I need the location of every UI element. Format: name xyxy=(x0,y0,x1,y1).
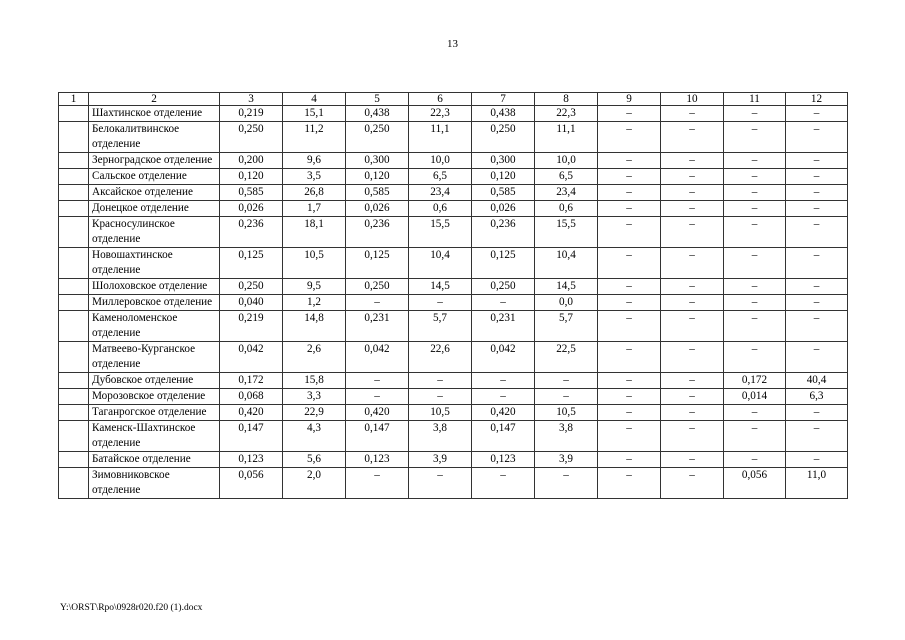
value-cell: 0,236 xyxy=(346,217,409,248)
value-cell: – xyxy=(786,311,848,342)
value-cell: – xyxy=(598,248,661,279)
value-cell: – xyxy=(598,169,661,185)
value-cell: 0,120 xyxy=(220,169,283,185)
empty-cell xyxy=(59,295,89,311)
column-number-cell: 10 xyxy=(661,93,724,106)
value-cell: 1,2 xyxy=(283,295,346,311)
table-row xyxy=(59,373,848,389)
value-cell: – xyxy=(786,153,848,169)
value-cell: 0,236 xyxy=(472,217,535,248)
value-cell: 0,120 xyxy=(472,169,535,185)
value-cell: 0,420 xyxy=(472,405,535,421)
value-cell: 15,5 xyxy=(409,217,472,248)
value-cell: – xyxy=(346,389,409,405)
value-cell: 0,250 xyxy=(472,122,535,153)
table-row xyxy=(59,405,848,421)
value-cell: 6,3 xyxy=(786,389,848,405)
value-cell: – xyxy=(661,389,724,405)
value-cell: – xyxy=(661,405,724,421)
empty-cell xyxy=(59,311,89,342)
value-cell: 9,6 xyxy=(283,153,346,169)
value-cell: 3,9 xyxy=(409,452,472,468)
value-cell: – xyxy=(598,217,661,248)
department-name-cell: Батайское отделение xyxy=(89,452,220,468)
value-cell: 0,172 xyxy=(220,373,283,389)
value-cell: 0,219 xyxy=(220,106,283,122)
value-cell: – xyxy=(724,342,786,373)
value-cell: – xyxy=(598,342,661,373)
department-name-cell: Таганрогское отделение xyxy=(89,405,220,421)
value-cell: 0,420 xyxy=(220,405,283,421)
value-cell: – xyxy=(661,311,724,342)
value-cell: 0,026 xyxy=(220,201,283,217)
value-cell: 10,5 xyxy=(283,248,346,279)
value-cell: 0,123 xyxy=(220,452,283,468)
value-cell: 1,7 xyxy=(283,201,346,217)
value-cell: – xyxy=(786,452,848,468)
value-cell: – xyxy=(661,452,724,468)
value-cell: 0,120 xyxy=(346,169,409,185)
value-cell: 5,6 xyxy=(283,452,346,468)
table-row xyxy=(59,452,848,468)
column-number-cell: 8 xyxy=(535,93,598,106)
value-cell: – xyxy=(346,468,409,499)
value-cell: 0,0 xyxy=(535,295,598,311)
value-cell: – xyxy=(661,468,724,499)
value-cell: 0,250 xyxy=(220,279,283,295)
empty-cell xyxy=(59,342,89,373)
value-cell: – xyxy=(598,295,661,311)
value-cell: – xyxy=(786,405,848,421)
value-cell: – xyxy=(724,279,786,295)
value-cell: – xyxy=(724,169,786,185)
value-cell: – xyxy=(346,373,409,389)
value-cell: – xyxy=(786,279,848,295)
value-cell: – xyxy=(535,389,598,405)
value-cell: 0,125 xyxy=(346,248,409,279)
table-row xyxy=(59,468,848,499)
value-cell: – xyxy=(661,373,724,389)
value-cell: 0,300 xyxy=(472,153,535,169)
value-cell: 40,4 xyxy=(786,373,848,389)
value-cell: 0,231 xyxy=(472,311,535,342)
value-cell: 15,5 xyxy=(535,217,598,248)
table-row xyxy=(59,311,848,342)
value-cell: – xyxy=(598,389,661,405)
department-name-cell: Каменоломенское отделение xyxy=(89,311,220,342)
department-name-cell: Дубовское отделение xyxy=(89,373,220,389)
value-cell: 11,1 xyxy=(409,122,472,153)
value-cell: 14,5 xyxy=(409,279,472,295)
value-cell: 15,8 xyxy=(283,373,346,389)
department-name-cell: Донецкое отделение xyxy=(89,201,220,217)
value-cell: – xyxy=(786,185,848,201)
value-cell: – xyxy=(786,201,848,217)
value-cell: 0,420 xyxy=(346,405,409,421)
table-row xyxy=(59,279,848,295)
value-cell: 10,0 xyxy=(535,153,598,169)
value-cell: 0,123 xyxy=(346,452,409,468)
empty-cell xyxy=(59,373,89,389)
value-cell: 0,042 xyxy=(220,342,283,373)
value-cell: 0,125 xyxy=(220,248,283,279)
value-cell: 10,5 xyxy=(535,405,598,421)
column-number-cell: 4 xyxy=(283,93,346,106)
value-cell: 3,9 xyxy=(535,452,598,468)
value-cell: 10,4 xyxy=(409,248,472,279)
value-cell: 0,250 xyxy=(346,122,409,153)
value-cell: 0,056 xyxy=(220,468,283,499)
department-name-cell: Белокалитвинское отделение xyxy=(89,122,220,153)
value-cell: 0,042 xyxy=(472,342,535,373)
value-cell: 0,438 xyxy=(346,106,409,122)
value-cell: 14,5 xyxy=(535,279,598,295)
value-cell: – xyxy=(598,153,661,169)
value-cell: 0,125 xyxy=(472,248,535,279)
value-cell: – xyxy=(724,421,786,452)
value-cell: – xyxy=(661,421,724,452)
value-cell: – xyxy=(786,421,848,452)
value-cell: – xyxy=(661,185,724,201)
value-cell: 23,4 xyxy=(535,185,598,201)
empty-cell xyxy=(59,169,89,185)
value-cell: – xyxy=(786,169,848,185)
column-number-cell: 1 xyxy=(59,93,89,106)
value-cell: 0,172 xyxy=(724,373,786,389)
value-cell: 23,4 xyxy=(409,185,472,201)
column-number-cell: 7 xyxy=(472,93,535,106)
value-cell: – xyxy=(724,311,786,342)
value-cell: – xyxy=(598,185,661,201)
value-cell: – xyxy=(724,452,786,468)
table-row xyxy=(59,389,848,405)
value-cell: – xyxy=(661,342,724,373)
department-name-cell: Аксайское отделение xyxy=(89,185,220,201)
value-cell: 3,5 xyxy=(283,169,346,185)
value-cell: – xyxy=(786,217,848,248)
value-cell: 0,147 xyxy=(346,421,409,452)
value-cell: 10,5 xyxy=(409,405,472,421)
department-name-cell: Зимовниковское отделение xyxy=(89,468,220,499)
empty-cell xyxy=(59,248,89,279)
empty-cell xyxy=(59,405,89,421)
value-cell: 0,585 xyxy=(472,185,535,201)
table-row xyxy=(59,122,848,153)
value-cell: – xyxy=(661,295,724,311)
value-cell: 0,056 xyxy=(724,468,786,499)
empty-cell xyxy=(59,201,89,217)
value-cell: – xyxy=(786,106,848,122)
value-cell: – xyxy=(535,468,598,499)
value-cell: – xyxy=(472,468,535,499)
value-cell: 9,5 xyxy=(283,279,346,295)
value-cell: – xyxy=(409,389,472,405)
table-row xyxy=(59,248,848,279)
value-cell: 0,585 xyxy=(346,185,409,201)
value-cell: – xyxy=(535,373,598,389)
value-cell: 0,200 xyxy=(220,153,283,169)
value-cell: 22,3 xyxy=(535,106,598,122)
table-row xyxy=(59,106,848,122)
value-cell: 22,5 xyxy=(535,342,598,373)
value-cell: 10,4 xyxy=(535,248,598,279)
value-cell: – xyxy=(598,421,661,452)
value-cell: 0,585 xyxy=(220,185,283,201)
value-cell: 0,438 xyxy=(472,106,535,122)
value-cell: 5,7 xyxy=(409,311,472,342)
value-cell: 15,1 xyxy=(283,106,346,122)
value-cell: – xyxy=(724,405,786,421)
data-table xyxy=(58,92,848,499)
department-name-cell: Красносулинское отделение xyxy=(89,217,220,248)
value-cell: 10,0 xyxy=(409,153,472,169)
value-cell: – xyxy=(472,295,535,311)
value-cell: – xyxy=(661,122,724,153)
value-cell: 2,6 xyxy=(283,342,346,373)
value-cell: 4,3 xyxy=(283,421,346,452)
value-cell: 6,5 xyxy=(409,169,472,185)
column-number-cell: 2 xyxy=(89,93,220,106)
value-cell: 3,3 xyxy=(283,389,346,405)
empty-cell xyxy=(59,389,89,405)
value-cell: – xyxy=(724,106,786,122)
empty-cell xyxy=(59,279,89,295)
value-cell: – xyxy=(598,279,661,295)
value-cell: 0,6 xyxy=(409,201,472,217)
empty-cell xyxy=(59,468,89,499)
value-cell: – xyxy=(598,201,661,217)
value-cell: – xyxy=(661,169,724,185)
value-cell: 0,250 xyxy=(220,122,283,153)
value-cell: 0,236 xyxy=(220,217,283,248)
value-cell: – xyxy=(661,217,724,248)
department-name-cell: Зерноградское отделение xyxy=(89,153,220,169)
value-cell: 11,1 xyxy=(535,122,598,153)
value-cell: – xyxy=(472,389,535,405)
value-cell: 26,8 xyxy=(283,185,346,201)
value-cell: 0,250 xyxy=(346,279,409,295)
header-row xyxy=(59,93,848,106)
department-name-cell: Новошахтинское отделение xyxy=(89,248,220,279)
department-name-cell: Морозовское отделение xyxy=(89,389,220,405)
empty-cell xyxy=(59,106,89,122)
value-cell: – xyxy=(598,373,661,389)
value-cell: – xyxy=(346,295,409,311)
value-cell: – xyxy=(598,106,661,122)
department-name-cell: Матвеево-Курганское отделение xyxy=(89,342,220,373)
table-row xyxy=(59,201,848,217)
value-cell: 0,040 xyxy=(220,295,283,311)
value-cell: 3,8 xyxy=(409,421,472,452)
value-cell: – xyxy=(598,405,661,421)
value-cell: 0,219 xyxy=(220,311,283,342)
value-cell: 0,231 xyxy=(346,311,409,342)
table-row xyxy=(59,295,848,311)
empty-cell xyxy=(59,153,89,169)
value-cell: – xyxy=(661,106,724,122)
department-name-cell: Шолоховское отделение xyxy=(89,279,220,295)
value-cell: – xyxy=(598,468,661,499)
value-cell: – xyxy=(724,248,786,279)
value-cell: 22,6 xyxy=(409,342,472,373)
file-path-footer: Y:\ORST\Rpo\0928r020.f20 (1).docx xyxy=(60,603,203,613)
value-cell: 0,014 xyxy=(724,389,786,405)
column-number-cell: 3 xyxy=(220,93,283,106)
table-row xyxy=(59,185,848,201)
value-cell: – xyxy=(409,468,472,499)
value-cell: 2,0 xyxy=(283,468,346,499)
empty-cell xyxy=(59,452,89,468)
value-cell: – xyxy=(786,122,848,153)
value-cell: – xyxy=(409,373,472,389)
column-number-cell: 5 xyxy=(346,93,409,106)
value-cell: 0,6 xyxy=(535,201,598,217)
value-cell: – xyxy=(724,201,786,217)
value-cell: 0,123 xyxy=(472,452,535,468)
empty-cell xyxy=(59,217,89,248)
value-cell: – xyxy=(472,373,535,389)
table-row xyxy=(59,421,848,452)
value-cell: 3,8 xyxy=(535,421,598,452)
table-row xyxy=(59,169,848,185)
value-cell: – xyxy=(661,153,724,169)
value-cell: 11,2 xyxy=(283,122,346,153)
value-cell: – xyxy=(786,295,848,311)
value-cell: – xyxy=(598,311,661,342)
value-cell: – xyxy=(724,295,786,311)
value-cell: 22,9 xyxy=(283,405,346,421)
value-cell: 0,026 xyxy=(346,201,409,217)
value-cell: – xyxy=(724,217,786,248)
value-cell: 22,3 xyxy=(409,106,472,122)
value-cell: – xyxy=(786,342,848,373)
department-name-cell: Каменск-Шахтинское отделение xyxy=(89,421,220,452)
value-cell: – xyxy=(786,248,848,279)
table-row xyxy=(59,217,848,248)
column-number-cell: 12 xyxy=(786,93,848,106)
empty-cell xyxy=(59,122,89,153)
page-number: 13 xyxy=(447,38,458,50)
department-name-cell: Миллеровское отделение xyxy=(89,295,220,311)
column-number-cell: 9 xyxy=(598,93,661,106)
value-cell: 0,026 xyxy=(472,201,535,217)
empty-cell xyxy=(59,421,89,452)
value-cell: – xyxy=(409,295,472,311)
value-cell: 18,1 xyxy=(283,217,346,248)
value-cell: 0,250 xyxy=(472,279,535,295)
value-cell: 0,300 xyxy=(346,153,409,169)
value-cell: – xyxy=(724,153,786,169)
value-cell: 11,0 xyxy=(786,468,848,499)
value-cell: 0,147 xyxy=(220,421,283,452)
department-name-cell: Шахтинское отделение xyxy=(89,106,220,122)
value-cell: 0,147 xyxy=(472,421,535,452)
table-row xyxy=(59,153,848,169)
value-cell: 6,5 xyxy=(535,169,598,185)
value-cell: – xyxy=(598,122,661,153)
value-cell: – xyxy=(724,122,786,153)
column-number-cell: 11 xyxy=(724,93,786,106)
value-cell: 0,042 xyxy=(346,342,409,373)
value-cell: – xyxy=(661,201,724,217)
value-cell: – xyxy=(661,248,724,279)
value-cell: – xyxy=(724,185,786,201)
value-cell: – xyxy=(598,452,661,468)
value-cell: – xyxy=(661,279,724,295)
column-number-cell: 6 xyxy=(409,93,472,106)
value-cell: 5,7 xyxy=(535,311,598,342)
value-cell: 14,8 xyxy=(283,311,346,342)
empty-cell xyxy=(59,185,89,201)
value-cell: 0,068 xyxy=(220,389,283,405)
table-row xyxy=(59,342,848,373)
department-name-cell: Сальское отделение xyxy=(89,169,220,185)
